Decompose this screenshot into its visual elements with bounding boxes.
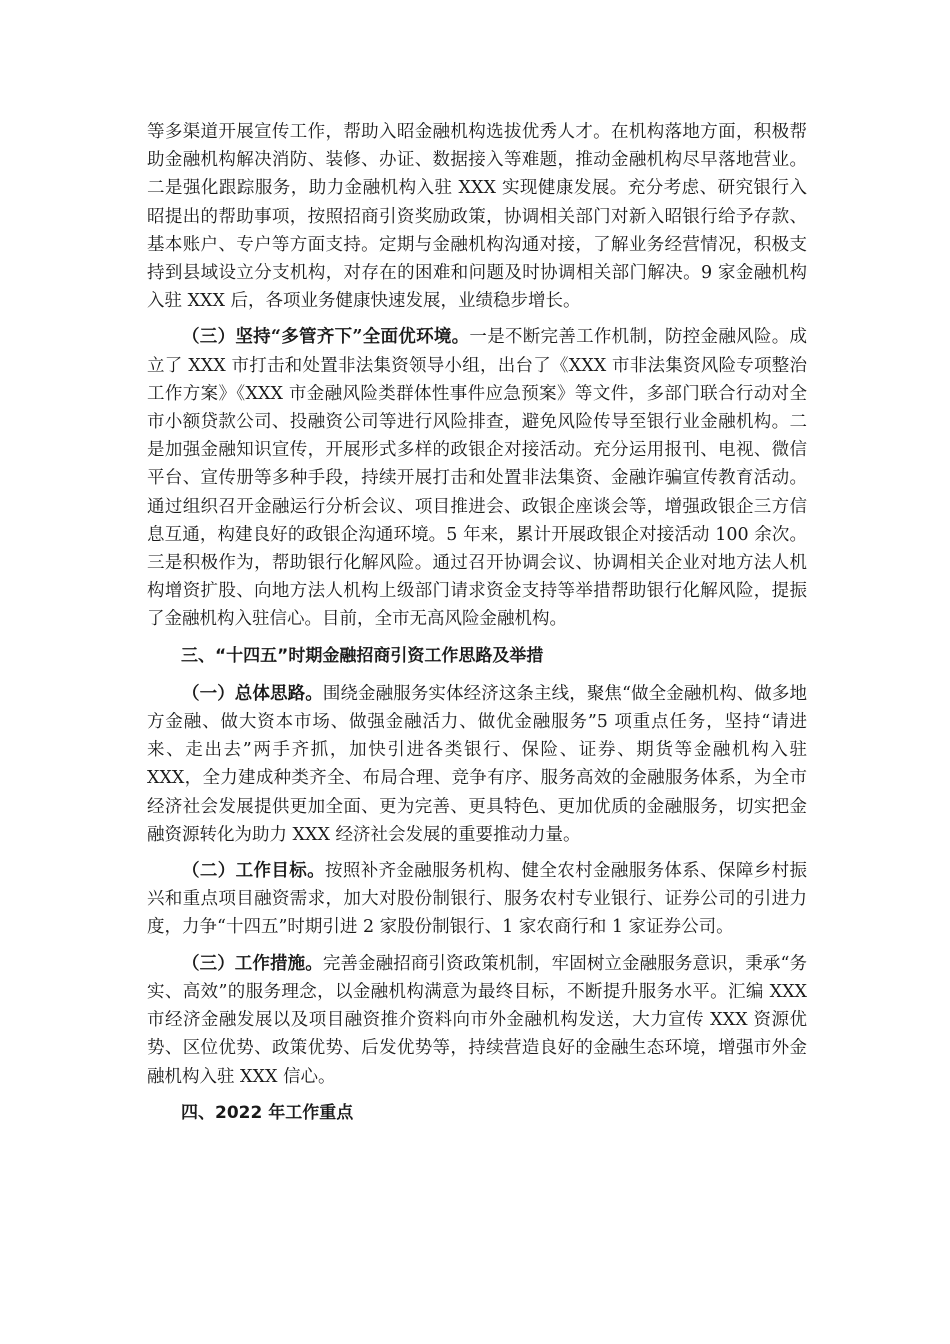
paragraph — [147, 323, 807, 633]
section-heading: 四、2022 年工作重点 — [181, 1102, 354, 1123]
paragraph — [147, 680, 807, 849]
paragraph-lead: （三）工作措施。 — [182, 953, 323, 974]
paragraph-text: 按照补齐金融服务机构、健全农村金融服务体系、保障乡村振兴和重点项目融资需求，加大对股份制银行、服务农村专业银行、证券公司的引进力度，力争“十四五”时期引进 2 家股份制银行、1 家农商行和 1 家证券公司。 — [147, 861, 808, 938]
paragraph-text: 一是不断完善工作机制，防控金融风险。成立了 XXX 市打击和处置非法集资领导小组，出台了《XXX 市非法集资风险专项整治工作方案》《XXX 市金融风险类群体性事件应急预案》等文件，多部门联合行动对全市小额贷款公司、投融资公司等进行风险排查，避免风险传导至银行业金融机构。二是加强金融知识宣传，开展形式多样的政银企对接活动。充分运用报刊、电视、微信平台、宣传册等多种手段，持续开展打击和处置非法集资、金融诈骗宣传教育活动。通过组织召开金融运行分析会议、项目推进会、政银企座谈会等，增强政银企三方信息互通，构建良好的政银企沟通环境。5 年来，累计开展政银企对接活动 100 余次。三是积极作为，帮助银行化解风险。通过召开协调会议、协调相关企业对地方法人机构增资扩股、向地方法人机构上级部门请求资金支持等举措帮助银行化解风险，提振了金融机构入驻信心。目前，全市无高风险金融机构。 — [147, 327, 807, 630]
paragraph-text: 围绕金融服务实体经济这条主线，聚焦“做全金融机构、做多地方金融、做大资本市场、做强金融活力、做优金融服务”5 项重点任务，坚持“请进来、走出去”两手齐抓，加快引进各类银行、保险、证券、期货等金融机构入驻 XXX，全力建成种类齐全、布局合理、竞争有序、服务高效的金融服务体系，为全市经济社会发展提供更加全面、更为完善、更具特色、更加优质的金融服务，切实把金融资源转化为助力 XXX 经济社会发展的重要推动力量。 — [147, 683, 807, 845]
paragraph-text: 完善金融招商引资政策机制，牢固树立金融服务意识，秉承“务实、高效”的服务理念，以金融机构满意为最终目标，不断提升服务水平。汇编 XXX 市经济金融发展以及项目融资推介资料向市外金融机构发送，大力宣传 XXX 资源优势、区位优势、政策优势、后发优势等，持续营造良好的金融生态环境，增强市外金融机构入驻 XXX 信心。 — [147, 953, 807, 1087]
paragraph-lead: （二）工作目标。 — [182, 861, 325, 882]
paragraph — [147, 118, 807, 315]
paragraph-text: 等多渠道开展宣传工作，帮助入昭金融机构选拔优秀人才。在机构落地方面，积极帮助金融机构解决消防、装修、办证、数据接入等难题，推动金融机构尽早落地营业。二是强化跟踪服务，助力金融机构入驻 XXX 实现健康发展。充分考虑、研究银行入昭提出的帮助事项，按照招商引资奖励政策，协调相关部门对新入昭银行给予存款、基本账户、专户等方面支持。定期与金融机构沟通对接，了解业务经营情况，积极支持到县域设立分支机构，对存在的困难和问题及时协调相关部门解决。9 家金融机构入驻 XXX 后，各项业务健康快速发展，业绩稳步增长。 — [147, 122, 807, 312]
section-heading: 三、“十四五”时期金融招商引资工作思路及举措 — [181, 645, 544, 666]
paragraph-lead: （一）总体思路。 — [182, 683, 323, 704]
paragraph — [147, 857, 807, 942]
document-page — [147, 118, 807, 1137]
paragraph-lead: （三）坚持“多管齐下”全面优环境。 — [182, 327, 470, 348]
paragraph — [147, 950, 807, 1091]
